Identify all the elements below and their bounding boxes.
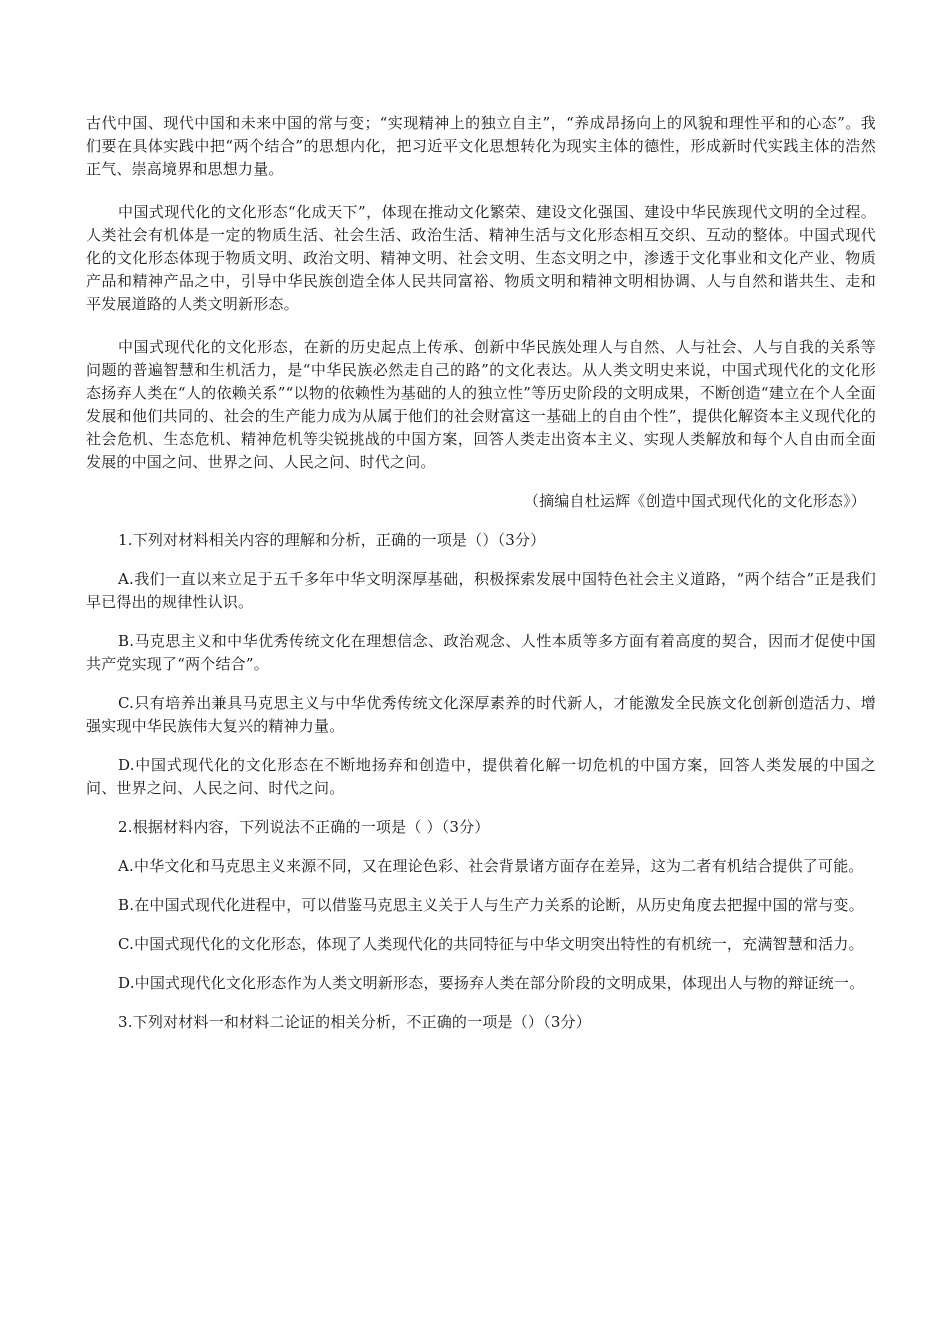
- question-2-stem: 2.根据材料内容，下列说法不正确的一项是（ ）（3分）: [118, 818, 490, 836]
- question-2-option-a: A.中华文化和马克思主义来源不同，又在理论色彩、社会背景诸方面存在差异，这为二者有机结合提供了可能。: [118, 857, 864, 875]
- question-1-option-d: D.中国式现代化的文化形态在不断地扬弃和创造中，提供着化解一切危机的中国方案，回答人类发展的中国之问、世界之问、人民之问、时代之问。: [86, 756, 876, 797]
- question-3-stem: 3.下列对材料一和材料二论证的相关分析，不正确的一项是（）（3分）: [118, 1013, 591, 1031]
- source-citation: （摘编自杜运辉《创造中国式现代化的文化形态》）: [523, 492, 866, 510]
- question-1-option-c: C.只有培养出兼具马克思主义与中华优秀传统文化深厚素养的时代新人，才能激发全民族文化创新创造活力、增强实现中华民族伟大复兴的精神力量。: [86, 694, 876, 735]
- question-2-option-c: C.中国式现代化的文化形态，体现了人类现代化的共同特征与中华文明突出特性的有机统一，充满智慧和活力。: [118, 935, 864, 953]
- passage-paragraph: 中国式现代化的文化形态“化成天下”，体现在推动文化繁荣、建设文化强国、建设中华民族现代文明的全过程。人类社会有机体是一定的物质生活、社会生活、政治生活、精神生活与文化形态相互交织、互动的整体。中国式现代化的文化形态体现于物质文明、政治文明、精神文明、社会文明、生态文明之中，渗透于文化事业和文化产业、物质产品和精神产品之中，引导中华民族创造全体人民共同富裕、物质文明和精神文明相协调、人与自然和谐共生、走和平发展道路的人类文明新形态。: [86, 203, 876, 313]
- question-1-option-b: B.马克思主义和中华优秀传统文化在理想信念、政治观念、人性本质等多方面有着高度的契合，因而才促使中国共产党实现了“两个结合”。: [86, 632, 876, 673]
- passage-paragraph: 中国式现代化的文化形态，在新的历史起点上传承、创新中华民族处理人与自然、人与社会、人与自我的关系等问题的普遍智慧和生机活力，是“中华民族必然走自己的路”的文化表达。从人类文明史来说，中国式现代化的文化形态扬弃人类在“人的依赖关系”“以物的依赖性为基础的人的独立性”等历史阶段的文明成果，不断创造“建立在个人全面发展和他们共同的、社会的生产能力成为从属于他们的社会财富这一基础上的自由个性”，提供化解资本主义现代化的社会危机、生态危机、精神危机等尖锐挑战的中国方案，回答人类走出资本主义、实现人类解放和每个人自由而全面发展的中国之问、世界之问、人民之问、时代之问。: [86, 338, 876, 471]
- question-2-option-d: D.中国式现代化文化形态作为人类文明新形态，要扬弃人类在部分阶段的文明成果，体现出人与物的辩证统一。: [118, 974, 865, 992]
- document-page: [86, 112, 876, 1034]
- question-1-stem: 1.下列对材料相关内容的理解和分析，正确的一项是（）（3分）: [118, 531, 546, 549]
- question-1-option-a: A.我们一直以来立足于五千多年中华文明深厚基础，积极探索发展中国特色社会主义道路，“两个结合”正是我们早已得出的规律性认识。: [86, 570, 876, 611]
- question-2-option-b: B.在中国式现代化进程中，可以借鉴马克思主义关于人与生产力关系的论断，从历史角度去把握中国的常与变。: [118, 896, 864, 914]
- passage-paragraph-continued: 古代中国、现代中国和未来中国的常与变；“实现精神上的独立自主”，“养成昂扬向上的风貌和理性平和的心态”。我们要在具体实践中把“两个结合”的思想内化，把习近平文化思想转化为现实主体的德性，形成新时代实践主体的浩然正气、崇高境界和思想力量。: [86, 114, 876, 178]
